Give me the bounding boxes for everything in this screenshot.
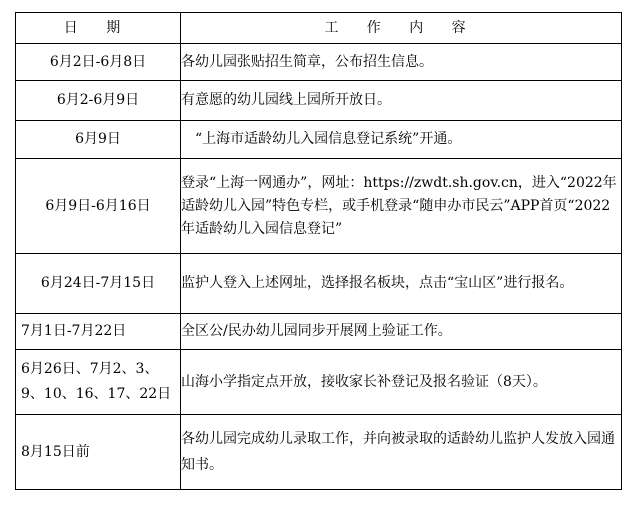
row-date: 6月26日、7月2、3、9、10、16、17、22日 xyxy=(16,350,181,415)
table-row xyxy=(16,159,622,254)
row-date: 6月9日-6月16日 xyxy=(16,159,181,254)
table-row xyxy=(16,44,622,81)
table-row xyxy=(16,121,622,159)
row-content: 监护人登入上述网址，选择报名板块，点击“宝山区”进行报名。 xyxy=(181,254,622,314)
row-content: 全区公/民办幼儿园同步开展网上验证工作。 xyxy=(181,314,622,350)
row-content: 有意愿的幼儿园线上园所开放日。 xyxy=(181,81,622,121)
table-row xyxy=(16,254,622,314)
table-row xyxy=(16,350,622,415)
row-content: “上海市适龄幼儿入园信息登记系统”开通。 xyxy=(181,121,622,159)
enrollment-schedule-table xyxy=(15,12,622,490)
row-date: 7月1日-7月22日 xyxy=(16,314,181,350)
row-date: 6月24日-7月15日 xyxy=(16,254,181,314)
content-column-header: 工 作 内 容 xyxy=(181,13,622,44)
table-row xyxy=(16,81,622,121)
row-date: 6月2日-6月8日 xyxy=(16,44,181,81)
date-column-header: 日 期 xyxy=(16,13,181,44)
row-date: 8月15日前 xyxy=(16,415,181,490)
row-content: 各幼儿园张贴招生简章，公布招生信息。 xyxy=(181,44,622,81)
row-date: 6月9日 xyxy=(16,121,181,159)
header-row xyxy=(16,13,622,44)
table-row xyxy=(16,415,622,490)
table-row xyxy=(16,314,622,350)
row-date: 6月2-6月9日 xyxy=(16,81,181,121)
row-content: 山海小学指定点开放，接收家长补登记及报名验证（8天）。 xyxy=(181,350,622,415)
row-content: 各幼儿园完成幼儿录取工作，并向被录取的适龄幼儿监护人发放入园通知书。 xyxy=(181,415,622,490)
row-content: 登录“上海一网通办”，网址：https://zwdt.sh.gov.cn，进入“2022年适龄幼儿入园”特色专栏，或手机登录“随申办市民云”APP首页“2022年适龄幼儿入园信息登记” xyxy=(181,159,622,254)
